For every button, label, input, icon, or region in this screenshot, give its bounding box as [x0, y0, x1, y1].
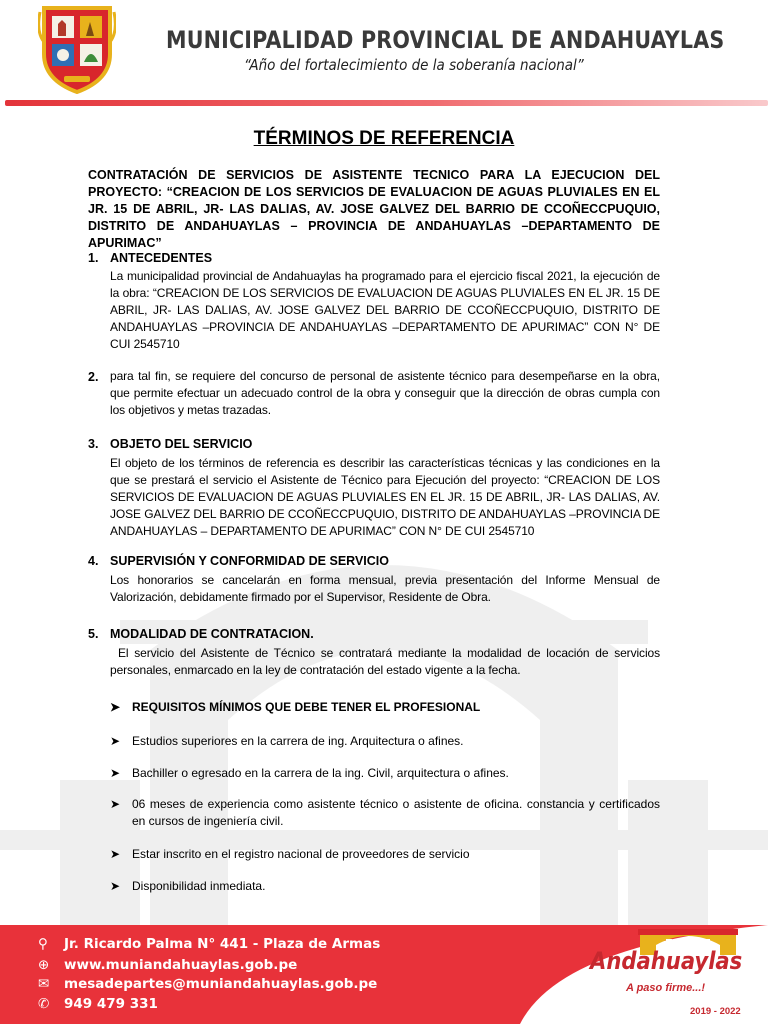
arrowhead-right-icon: ➤: [110, 797, 121, 811]
website-link[interactable]: www.muniandahuaylas.gob.pe: [64, 957, 298, 973]
requirement-item: [110, 796, 660, 830]
phone-icon: ✆: [38, 996, 50, 1012]
section-4-text: Los honorarios se cancelarán en forma mensual, previa presentación del Informe Mensual de Valorización, debidamente firmado por el Supervisor, Residente de Obra.: [110, 573, 660, 604]
arrowhead-right-icon: ➤: [110, 847, 121, 861]
footer-phone: [38, 996, 158, 1012]
requirements-heading-text: REQUISITOS MÍNIMOS QUE DEBE TENER EL PROFESIONAL: [132, 700, 481, 714]
institution-name: MUNICIPALIDAD PROVINCIAL DE ANDAHUAYLAS: [166, 26, 725, 54]
section-heading-text: SUPERVISIÓN Y CONFORMIDAD DE SERVICIO: [110, 554, 389, 568]
arrowhead-right-icon: ➤: [110, 700, 121, 714]
header-divider: [5, 100, 768, 106]
requirement-item: [110, 846, 660, 863]
town-logo-text: Andahuaylas: [590, 947, 743, 975]
requirement-text: Disponibilidad inmediata.: [132, 879, 266, 893]
section-3-text: El objeto de los términos de referencia es describir las características técnicas y las condiciones en la que se prestará el servicio el Asistente de Técnico para Ejecución del proyecto: “CREACION DE LOS SERVICIOS DE EVALUACION DE AGUAS PLUVIALES EN EL JR. 15 DE ABRIL, JR- LAS DALIAS, AV. JOSE GALVEZ DEL BARRIO DE CCOÑECCPUQUIO, DISTRITO DE ANDAHUAYLAS –PROVINCIA DE ANDAHUAYLAS – DEPARTAMENTO DE APURIMAC” CON N° DE CUI 2545710: [110, 456, 660, 538]
section-heading-text: OBJETO DEL SERVICIO: [110, 437, 253, 451]
section-number: 4.: [88, 554, 99, 568]
document-title: TÉRMINOS DE REFERENCIA: [253, 128, 515, 149]
requirement-text: Estudios superiores en la carrera de ing. Arquitectura o afines.: [132, 734, 464, 748]
section-5-text: El servicio del Asistente de Técnico se contratará mediante la modalidad de locación de servicios personales, enmarcado en la ley de contratación del estado vigente a la fecha.: [110, 646, 660, 677]
section-3-heading: [88, 437, 252, 451]
email-link[interactable]: mesadepartes@muniandahuaylas.gob.pe: [64, 976, 378, 992]
section-number: 3.: [88, 437, 99, 451]
section-4-heading: [88, 554, 389, 568]
section-number: 5.: [88, 627, 99, 641]
address-text: Jr. Ricardo Palma N° 441 - Plaza de Armas: [64, 936, 381, 952]
location-pin-icon: ⚲: [38, 936, 48, 952]
arrowhead-right-icon: ➤: [110, 766, 121, 780]
requirement-item: [110, 765, 660, 782]
section-1-text: La municipalidad provincial de Andahuaylas ha programado para el ejercicio fiscal 2021, la ejecución de la obra: “CREACION DE LOS SERVICIOS DE EVALUACION DE AGUAS PLUVIALES EN EL JR. 15 DE ABRIL, JR- LAS DALIAS, AV. JOSE GALVEZ DEL BARRIO DE CCOÑECCPUQUIO, DISTRITO DE ANDAHUAYLAS –PROVINCIA DE ANDAHUAYLAS –DEPARTAMENTO DE APURIMAC” CON N° DE CUI 2545710: [110, 269, 660, 351]
section-2-text: para tal fin, se requiere del concurso de personal de asistente técnico para desempeñarse en la obra, que permite efectuar un adecuado control de la obra y conseguir que la dirección de obras cumpla con los objetivos y metas trazadas.: [110, 369, 660, 417]
arrowhead-right-icon: ➤: [110, 734, 121, 748]
section-1-heading: [88, 251, 212, 265]
requirement-text: 06 meses de experiencia como asistente técnico o asistente de oficina. constancia y certificados en cursos de ingeniería civil.: [132, 797, 660, 828]
administration-years: 2019 - 2022: [690, 1006, 741, 1017]
section-5-heading: [88, 627, 314, 641]
section-heading-text: MODALIDAD DE CONTRATACION.: [110, 627, 314, 641]
requirement-text: Bachiller o egresado en la carrera de la ing. Civil, arquitectura o afines.: [132, 766, 509, 780]
requirements-heading: [110, 700, 480, 714]
requirement-text: Estar inscrito en el registro nacional de proveedores de servicio: [132, 847, 470, 861]
section-heading-text: ANTECEDENTES: [110, 251, 213, 265]
section-number: 1.: [88, 251, 99, 265]
arrowhead-right-icon: ➤: [110, 879, 121, 893]
municipal-shield-logo: [38, 2, 116, 94]
envelope-icon: ✉: [38, 976, 50, 992]
requirement-item: [110, 878, 660, 895]
section-2-number: 2.: [88, 370, 99, 384]
footer-email[interactable]: [38, 976, 377, 992]
footer-website[interactable]: [38, 957, 297, 973]
town-slogan: A paso firme...!: [626, 982, 706, 994]
footer-address: [38, 936, 380, 952]
globe-icon: ⊕: [38, 957, 50, 973]
phone-text: 949 479 331: [64, 996, 158, 1012]
official-motto: “Año del fortalecimiento de la soberanía nacional”: [244, 56, 584, 74]
requirement-item: [110, 733, 660, 750]
contract-intro: CONTRATACIÓN DE SERVICIOS DE ASISTENTE TECNICO PARA LA EJECUCION DEL PROYECTO: “CREACION DE LOS SERVICIOS DE EVALUACION DE AGUAS PLUVIALES EN EL JR. 15 DE ABRIL, JR- LAS DALIAS, AV. JOSE GALVEZ DEL BARRIO DE CCOÑECCPUQUIO, DISTRITO DE ANDAHUAYLAS – PROVINCIA DE ANDAHUAYLAS –DEPARTAMENTO DE APURIMAC”: [88, 168, 660, 250]
